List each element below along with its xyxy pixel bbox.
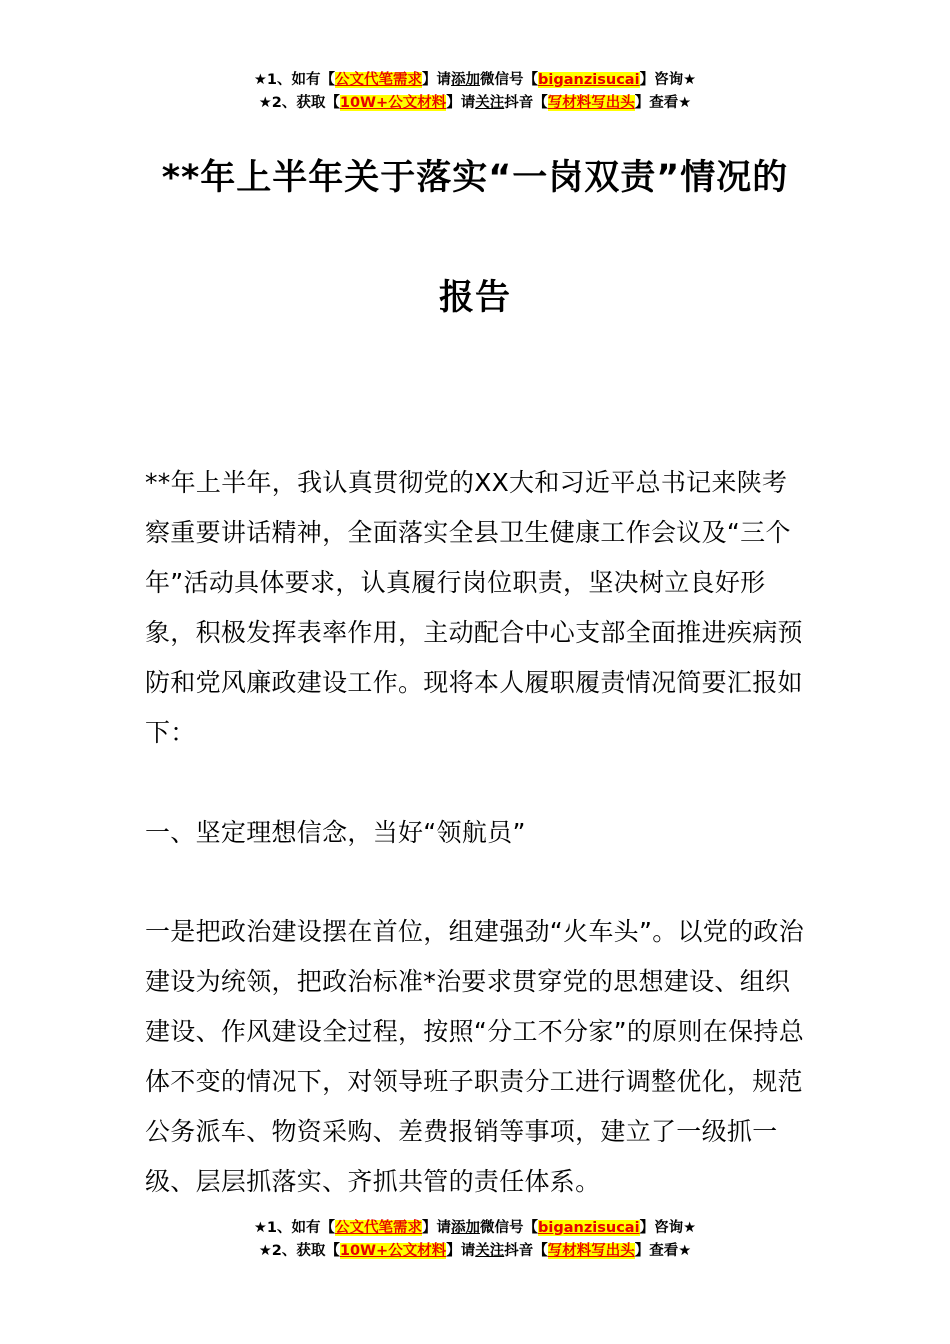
section-heading: 一、坚定理想信念，当好“领航员” [145,818,526,847]
banner-underlined-text: 关注 [475,95,505,111]
banner-underlined-text: 添加 [451,72,481,88]
banner-text: 】请 [446,1243,476,1259]
highlight-service: 公文代笔需求 [335,1220,423,1236]
banner-text: 】请 [446,95,476,111]
document-title-line-1: **年上半年关于落实“一岗双责”情况的 [161,158,789,198]
banner-text: 微信号【 [480,1220,539,1236]
banner-underlined-text: 添加 [451,1220,481,1236]
highlight-wechat-id: biganzisucai [538,1220,640,1236]
banner-underlined-text: 关注 [475,1243,505,1259]
banner-text: 微信号【 [480,72,539,88]
highlight-service: 公文代笔需求 [335,72,423,88]
top-banner-line-1 [0,69,950,92]
banner-text: 】查看★ [634,95,692,111]
highlight-douyin-account: 写材料写出头 [547,1243,635,1259]
top-banner [0,69,950,115]
banner-text: 】咨询★ [639,72,697,88]
highlight-douyin-account: 写材料写出头 [547,95,635,111]
section-paragraph: 一是把政治建设摆在首位，组建强劲“火车头”。以党的政治建设为统领，把政治标准*治要求贯穿党的思想建设、组织建设、作风建设全过程，按照“分工不分家”的原则在保持总体不变的情况下，对领导班子职责分工进行调整优化，规范公务派车、物资采购、差费报销等事项，建立了一级抓一级、层层抓落实、齐抓共管的责任体系。 [145,917,805,1196]
banner-text: 】请 [422,1220,452,1236]
top-banner-line-2 [0,92,950,115]
document-title-line-2: 报告 [438,278,511,318]
bottom-banner-line-2 [0,1240,950,1263]
banner-text: 】请 [422,72,452,88]
highlight-materials: 10W+公文材料 [339,95,447,111]
banner-text: 抖音【 [504,95,548,111]
banner-text: ★1、如有【 [253,72,336,88]
banner-text: 抖音【 [504,1243,548,1259]
intro-paragraph: **年上半年，我认真贯彻党的XX大和习近平总书记来陕考察重要讲话精神，全面落实全县卫生健康工作会议及“三个年”活动具体要求，认真履行岗位职责，坚决树立良好形象，积极发挥表率作用，主动配合中心支部全面推进疾病预防和党风廉政建设工作。现将本人履职履责情况简要汇报如下： [145,468,803,747]
banner-text: ★1、如有【 [253,1220,336,1236]
bottom-banner-line-1 [0,1217,950,1240]
banner-text: 】查看★ [634,1243,692,1259]
banner-text: ★2、获取【 [258,1243,340,1259]
highlight-materials: 10W+公文材料 [339,1243,447,1259]
banner-text: ★2、获取【 [258,95,340,111]
banner-text: 】咨询★ [639,1220,697,1236]
highlight-wechat-id: biganzisucai [538,72,640,88]
bottom-banner [0,1217,950,1263]
